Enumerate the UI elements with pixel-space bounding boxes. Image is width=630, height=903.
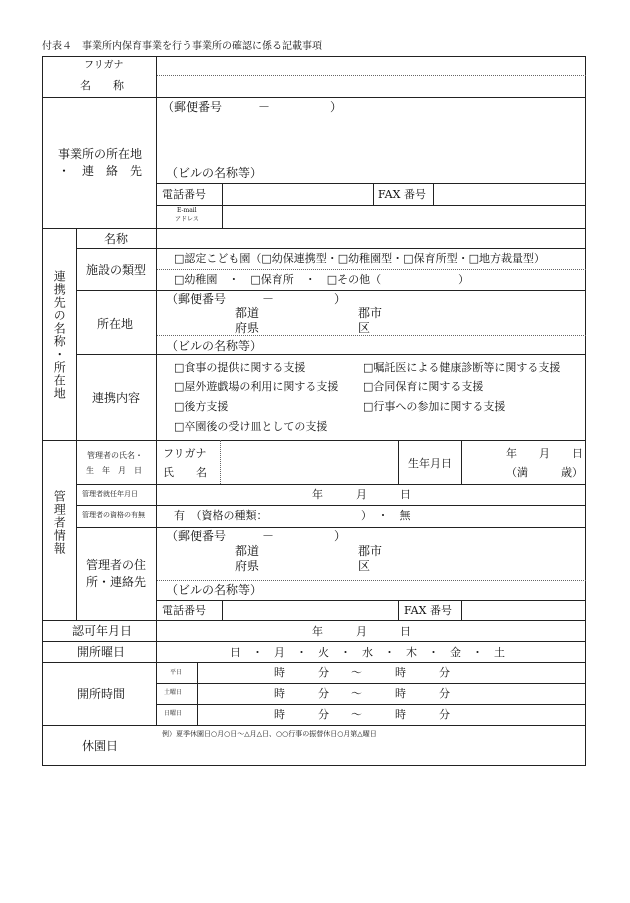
approval-date-value[interactable]: 年 月 日: [312, 625, 411, 638]
partner-section-label: 連携先の名称・所在地: [52, 270, 67, 400]
facility-type-options-1[interactable]: □認定こども園（□幼保連携型・□幼稚園型・□保育所型・□地方裁量型）: [174, 252, 545, 265]
page-caption: 付表４ 事業所内保育事業を行う事業所の確認に係る記載事項: [42, 41, 322, 52]
furigana-label: フリガナ: [84, 60, 124, 71]
partner-city-1: 郡市: [358, 306, 383, 320]
manager-fax-label: FAX 番号: [404, 604, 452, 617]
partner-pref-1: 都道: [235, 306, 260, 320]
name-input[interactable]: [157, 78, 586, 96]
closed-days-label: 休園日: [82, 739, 119, 753]
hours-label: 開所時間: [77, 687, 126, 701]
hours-saturday-label: 土曜日: [164, 689, 183, 696]
hours-sunday-value[interactable]: 時 分 ～ 時 分: [274, 708, 450, 721]
open-days-value[interactable]: 日 ・ 月 ・ 火 ・ 水 ・ 木 ・ 金 ・ 土: [230, 646, 505, 659]
manager-pref-1: 都道: [235, 544, 260, 558]
qualification-value[interactable]: 有 （資格の種類： ） ・ 無: [174, 509, 411, 522]
partner-address-label: 所在地: [97, 317, 134, 331]
appointed-value[interactable]: 年 月 日: [312, 488, 411, 501]
manager-section-label: 管理者情報: [52, 490, 67, 555]
hours-saturday-value[interactable]: 時 分 ～ 時 分: [274, 687, 450, 700]
email-input[interactable]: [223, 206, 585, 227]
office-address-label: 事業所の所在地: [58, 147, 143, 161]
qualification-label: 管理者の資格の有無: [82, 511, 145, 519]
building-name[interactable]: （ビルの名称等）: [166, 166, 263, 180]
partner-name-label: 名称: [104, 232, 129, 246]
manager-dob-value[interactable]: 年 月 日: [506, 447, 583, 460]
name-label: 名 称: [80, 79, 124, 92]
furigana-input[interactable]: [157, 62, 586, 75]
hours-weekday-label: 平日: [170, 669, 183, 676]
manager-name-label: 氏 名: [163, 466, 207, 479]
hours-weekday-value[interactable]: 時 分 ～ 時 分: [274, 666, 450, 679]
appointed-label: 管理者就任年月日: [82, 490, 138, 498]
manager-dob-label: 生年月日: [408, 457, 452, 470]
manager-furigana: フリガナ: [163, 447, 207, 460]
manager-address-label-2: 所・連絡先: [86, 575, 147, 589]
hours-sunday-label: 日曜日: [164, 710, 183, 717]
content-option-events[interactable]: □行事への参加に関する支援: [363, 400, 506, 413]
content-option-meal[interactable]: □食事の提供に関する支援: [174, 361, 306, 374]
facility-type-label: 施設の類型: [86, 263, 147, 277]
manager-name-dob-label-2: 生 年 月 日: [86, 466, 142, 475]
content-option-checkup[interactable]: □嘱託医による健康診断等に関する支援: [363, 361, 561, 374]
closed-days-example[interactable]: 例）夏季休園日○月○日～△月△日、○○行事の振替休日○月第△曜日: [162, 730, 377, 738]
manager-pref-2: 府県: [235, 559, 260, 573]
partner-pref-2: 府県: [235, 321, 260, 335]
open-days-label: 開所曜日: [77, 645, 126, 659]
manager-building-name[interactable]: （ビルの名称等）: [166, 583, 263, 597]
email-label-2: アドレス: [175, 216, 199, 223]
manager-name-dob-label: 管理者の氏名・: [87, 451, 143, 460]
facility-type-options-2[interactable]: □幼稚園 ・ □保育所 ・ □その他（ ）: [174, 273, 470, 286]
phone-label: 電話番号: [162, 188, 206, 201]
manager-city-1: 郡市: [358, 544, 383, 558]
manager-address-label: 管理者の住: [86, 558, 147, 572]
content-option-graduation[interactable]: □卒園後の受け皿としての支援: [174, 420, 328, 433]
partner-postal-code[interactable]: （郵便番号 － ）: [166, 292, 347, 306]
partner-city-2: 区: [358, 321, 371, 335]
content-option-joint-care[interactable]: □合同保育に関する支援: [363, 380, 484, 393]
postal-code[interactable]: （郵便番号 － ）: [162, 100, 343, 114]
manager-name-input[interactable]: [221, 441, 397, 483]
office-contact-label: ・ 連 絡 先: [58, 164, 143, 178]
manager-age[interactable]: （満 歳）: [506, 466, 583, 479]
partner-content-label: 連携内容: [92, 391, 141, 405]
manager-city-2: 区: [358, 559, 371, 573]
email-label: E-mail: [177, 207, 197, 214]
content-option-backup[interactable]: □後方支援: [174, 400, 229, 413]
content-option-playground[interactable]: □屋外遊戯場の利用に関する支援: [174, 380, 339, 393]
manager-phone-label: 電話番号: [162, 604, 206, 617]
partner-building-name[interactable]: （ビルの名称等）: [166, 339, 263, 353]
manager-postal-code[interactable]: （郵便番号 － ）: [166, 529, 347, 543]
fax-label: FAX 番号: [378, 188, 426, 201]
approval-date-label: 認可年月日: [72, 624, 133, 638]
